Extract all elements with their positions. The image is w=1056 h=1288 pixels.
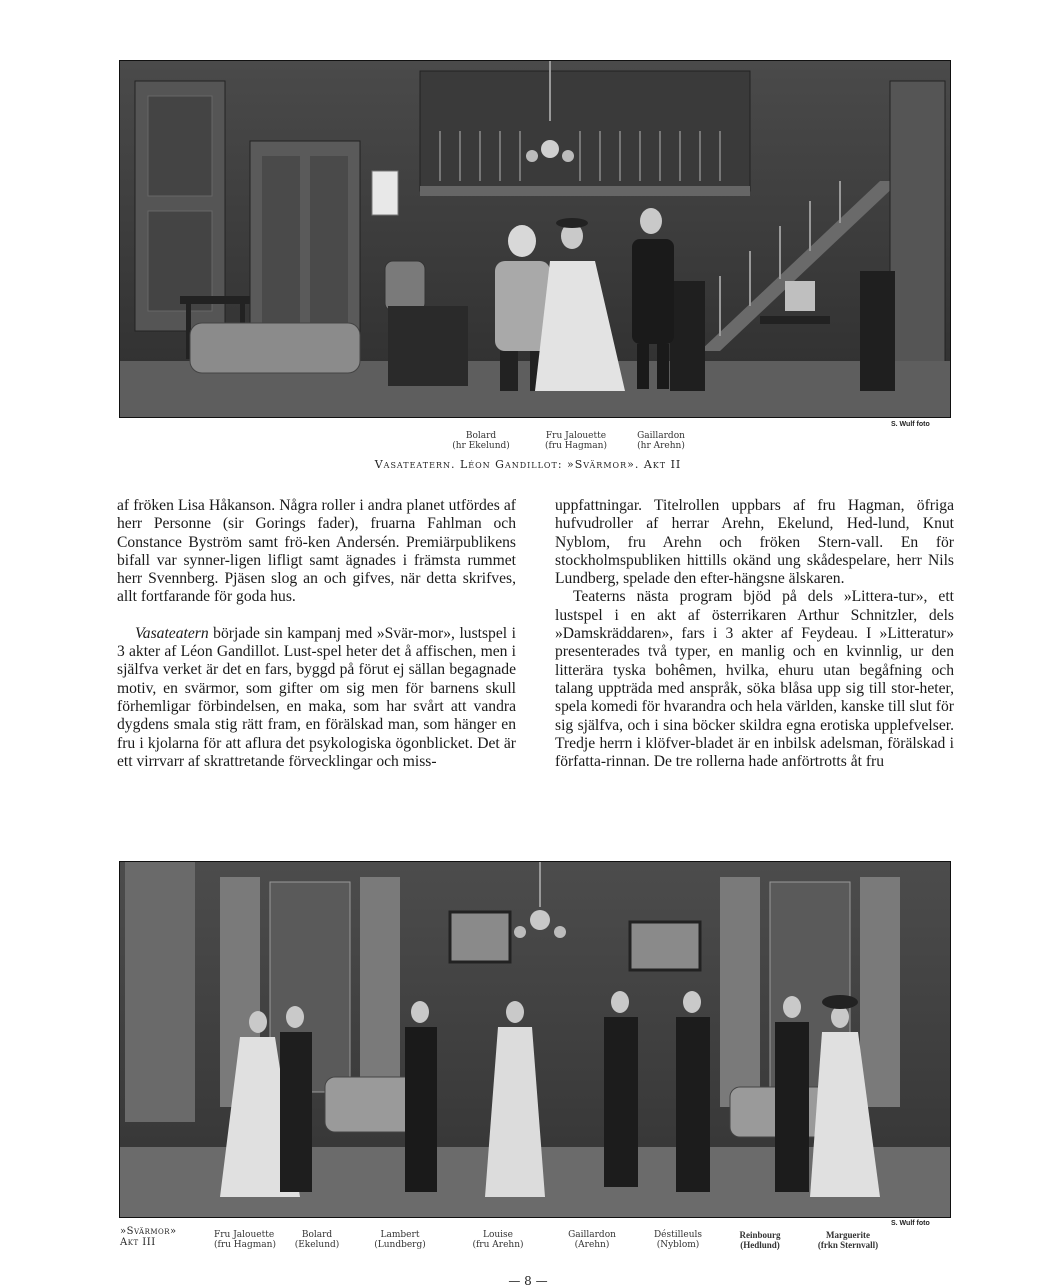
bottom-label-6: [646, 1230, 710, 1250]
top-label-2: [538, 431, 614, 451]
bottom-label-7: [726, 1230, 794, 1250]
right-paragraph-1: uppfattningar. Titelrollen uppbars af fru Hagman, öfriga hufvudroller af herrar Arehn, Ekelund, Hed-lund, Knut Nyblom, fru Arehn och fröken Stern-vall. En för stockholmspubliken hittills okänd ung skådespelare, herr Nils Lundberg, spelade den efter-hängsne älskaren.: [555, 497, 954, 588]
bottom-label-3-name: Lambert: [380, 1230, 420, 1240]
bottom-stage-photo-illustration: [120, 862, 950, 1217]
top-photo-caption: Vasateatern. Léon Gandillot: »Svärmor». Akt II: [374, 458, 682, 471]
bottom-label-1-name: Fru Jalouette: [214, 1230, 275, 1240]
right-column: [555, 497, 954, 771]
bottom-label-5-name: Gaillardon: [568, 1230, 616, 1240]
bottom-label-8-role: (frkn Sternvall): [817, 1240, 879, 1250]
bottom-label-6-role: (Nyblom): [656, 1240, 700, 1250]
top-stage-photo: [119, 60, 951, 418]
left-paragraph-2-body: började sin kampanj med »Svär-mor», lustspel i 3 akter af Léon Gandillot. Lust-spel heter det å affischen, men i själfva verket är det en fars, byggd på förut ej sällan begagnade motiv, en svärmor, som gifter om sig men för barnens skull förhemligar förbindelsen, en maka, som har svårt att vandra dygdens smala stig rätt fram, en förälskad man, som hänger en fru i kjolarna för att aflura det psykologiska ögonblicket. Det är ett virrvarr af skrattretande förvecklingar och miss-: [117, 624, 516, 770]
bottom-label-7-role: (Hedlund): [740, 1240, 780, 1250]
bottom-caption-title: »Svärmor»: [120, 1226, 177, 1237]
bottom-label-6-name: Déstilleuls: [653, 1230, 703, 1240]
bottom-photo-credit: S. Wulf foto: [891, 1220, 930, 1227]
top-photo-credit: S. Wulf foto: [891, 421, 930, 428]
top-stage-photo-illustration: [120, 61, 950, 417]
top-label-1-name: Bolard: [465, 431, 497, 441]
bottom-label-4-name: Louise: [482, 1230, 513, 1240]
left-column: [117, 497, 516, 771]
bottom-label-2: [288, 1230, 346, 1250]
bottom-label-5: [560, 1230, 624, 1250]
bottom-label-2-role: (Ekelund): [294, 1240, 340, 1250]
bottom-label-8: [800, 1230, 896, 1250]
left-paragraph-2-lead: Vasateatern: [135, 624, 209, 642]
left-paragraph-2: [117, 625, 516, 771]
bottom-label-1-role: (fru Hagman): [214, 1240, 276, 1250]
bottom-caption-act: Akt III: [120, 1237, 156, 1248]
bottom-label-3-role: (Lundberg): [374, 1240, 426, 1250]
top-label-3: [628, 431, 694, 451]
top-label-3-role: (hr Arehn): [637, 441, 685, 451]
top-label-2-name: Fru Jalouette: [545, 431, 607, 441]
left-paragraph-1: af fröken Lisa Håkanson. Några roller i andra planet utfördes af herr Personne (sir Gorings fader), fruarna Fahlman och Constance Byström samt frö-ken Andersén. Premiärpublikens bifall var synner-ligen lifligt samt ägnades i främsta rummet herr Svennberg. Pjäsen slog an och gifves, när detta skrifves, allt fortfarande för goda hus.: [117, 497, 516, 606]
top-label-1-role: (hr Ekelund): [452, 441, 510, 451]
bottom-label-4: [466, 1230, 530, 1250]
bottom-label-5-role: (Arehn): [574, 1240, 610, 1250]
page-number: — 8 —: [508, 1274, 548, 1288]
top-label-3-name: Gaillardon: [637, 431, 685, 441]
bottom-label-7-name: Reinbourg: [739, 1230, 781, 1240]
bottom-label-1: [214, 1230, 276, 1250]
bottom-stage-photo: [119, 861, 951, 1218]
bottom-label-4-role: (fru Arehn): [472, 1240, 524, 1250]
top-label-2-role: (fru Hagman): [545, 441, 607, 451]
bottom-label-3: [368, 1230, 432, 1250]
bottom-photo-caption: [120, 1226, 177, 1248]
bottom-label-2-name: Bolard: [301, 1230, 333, 1240]
bottom-label-8-name: Marguerite: [826, 1230, 870, 1240]
top-label-1: [448, 431, 514, 451]
right-paragraph-2: Teaterns nästa program bjöd på dels »Littera-tur», ett lustspel i en akt af österrikaren Arthur Schnitzler, dels »Damskräddaren», fars i 3 akter af Feydeau. I »Litteratur» presenterades två typer, en manlig och en kvinnlig, ur den litterära tyska bohêmen, hvilka, ehuru utan begåfning och talang uppträda med anspråk, söka blåsa upp sig till stor-heter, spela komedi för hvarandra och hela världen, kanske till slut för sig själfva, och i sina böcker skildra egna erotiska upplefvelser. Tredje herrn i klöfver-bladet är en inbilsk adelsman, förälskad i författa-rinnan. De tre rollerna hade anförtrotts åt fru: [555, 588, 954, 771]
